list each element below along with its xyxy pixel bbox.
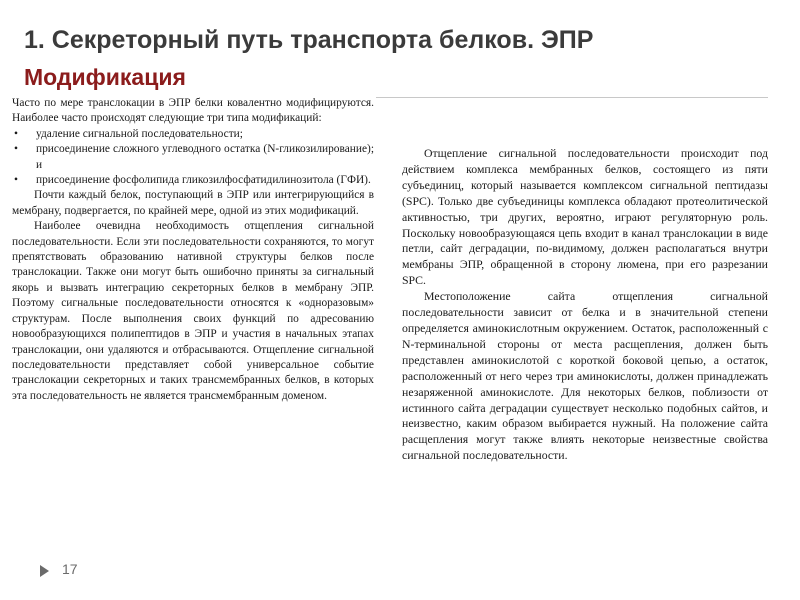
paragraph: Почти каждый белок, поступающий в ЭПР или интегрирующийся в мембрану, подвергается, по крайней мере, одной из этих модификаций.: [12, 189, 374, 217]
list-item: • присоединение сложного углеводного остатка (N-гликозилирование); и: [12, 142, 374, 173]
list-item: • присоединение фосфолипида гликозилфосфатидилинозитола (ГФИ).: [12, 173, 374, 188]
slide-title: 1. Секреторный путь транспорта белков. ЭПР: [24, 26, 594, 54]
page-number: 17: [62, 561, 78, 577]
paragraph: Отщепление сигнальной последовательности происходит под действием комплекса мембранных белков, состоящего из пяти субъединиц, который называется комплексом сигнальной пептидазы (SPC). Только две субъединицы комплекса обладают протеолитической активностью, три других, вероятно, играют регуляторную роль. Поскольку новообразующаяся цепь входит в канал транслокации в виде петли, сайт деградации, по-видимому, должен располагаться внутри мембраны ЭПР, обращенной в сторону люмена, при его разрезании SPC.: [402, 146, 768, 288]
slide-subtitle: Модификация: [24, 64, 186, 90]
left-text-column: [12, 96, 374, 404]
header-divider: [376, 97, 768, 98]
next-arrow-icon: [40, 565, 49, 577]
paragraph: Наиболее очевидна необходимость отщепления сигнальной последовательности. Если эти последовательности сохраняются, то могут препятствовать образованию нативной структуры белков после транслокации. Также они могут быть ошибочно приняты за сигнальный якорь и вызвать интеграцию секреторных белков в мембрану ЭПР. Поэтому сигнальные последовательности относятся к «одноразовым» структурам. После выполнения своих функций по адресованию новообразующихся полипептидов в ЭПР и участия в начальных этапах транслокации, они удаляются и отбрасываются. Отщепление сигнальной последовательности представляет собой универсальное событие транслокации секреторных и таких трансмембранных белков, в которых эта последовательность не является трансмембранным доменом.: [12, 220, 374, 402]
paragraph: Местоположение сайта отщепления сигнальной последовательности зависит от белка и в значительной степени определяется аминокислотным окружением. Остаток, расположенный с N-терминальной стороны от места расщепления, должен быть представлен аминокислотой с короткой боковой цепью, а остаток, расположенный от него через три аминокислоты, должен принадлежать незаряженной аминокислоте. Для некоторых белков, поблизости от истинного сайта деградации существует несколько подобных сайтов, и неизвестно, каким образом выбирается нужный. На положение сайта расщепления могут также влиять некоторые неизвестные свойства сигнальной последовательности.: [402, 289, 768, 463]
intro-paragraph: Часто по мере транслокации в ЭПР белки ковалентно модифицируются. Наиболее часто происходят следующие три типа модификаций:: [12, 97, 374, 125]
right-text-column: [402, 146, 768, 464]
modification-list: [12, 127, 374, 189]
list-item: • удаление сигнальной последовательности;: [12, 127, 374, 142]
